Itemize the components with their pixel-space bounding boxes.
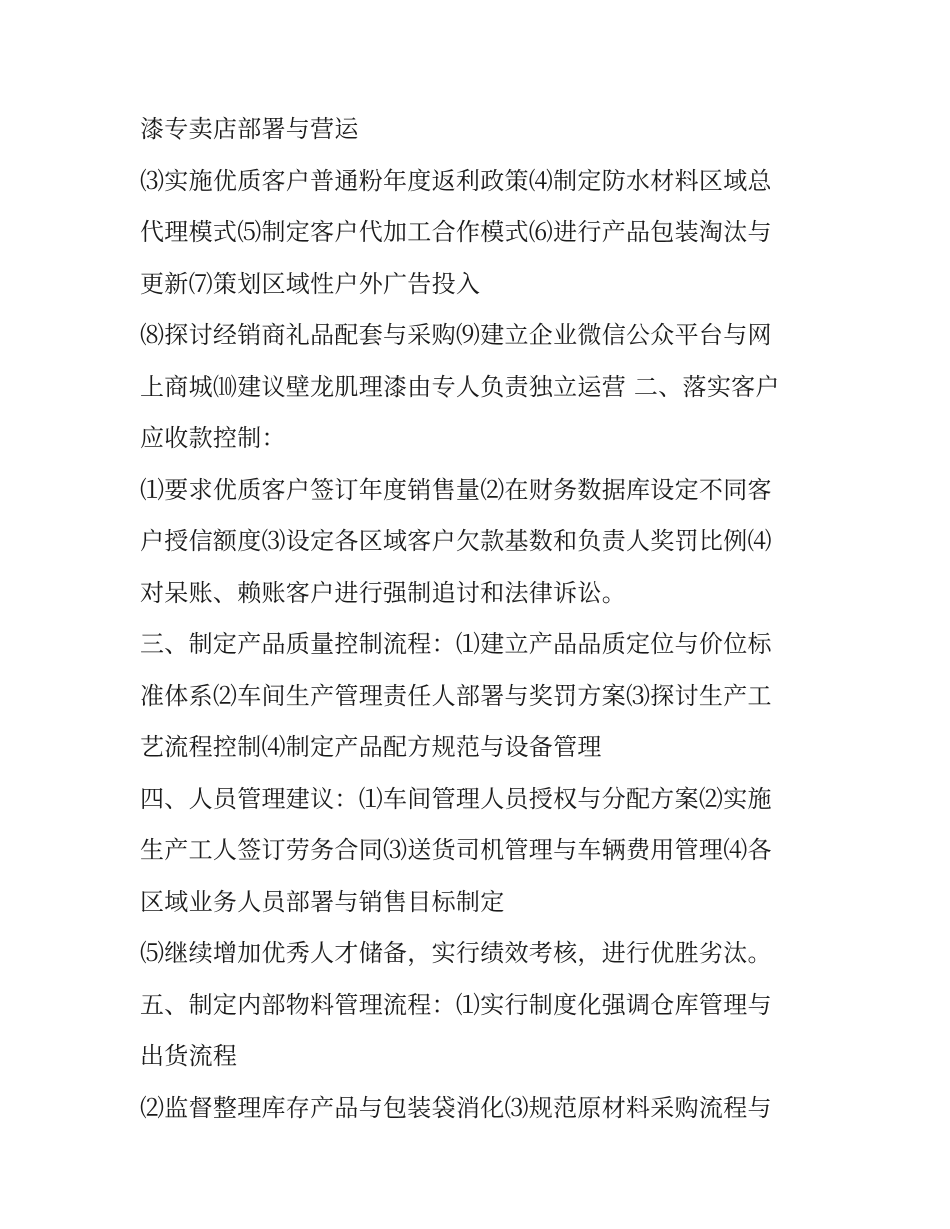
text-line: 准体系⑵车间生产管理责任人部署与奖罚方案⑶探讨生产工 [140, 681, 772, 710]
text-line: ⑸继续增加优秀人才储备，实行绩效考核，进行优胜劣汰。 [140, 939, 772, 967]
text-line: ⑻探讨经销商礼品配套与采购⑼建立企业微信公众平台与网 [140, 321, 772, 349]
text-line: 三、制定产品质量控制流程：⑴建立产品品质定位与价位标 [140, 630, 772, 658]
text-line: 应收款控制： [140, 424, 286, 452]
text-line: 户授信额度⑶设定各区域客户欠款基数和负责人奖罚比例⑷ [140, 527, 772, 555]
text-line: 上商城⑽建议壁龙肌理漆由专人负责独立运营 二、落实客户 [140, 372, 780, 401]
text-line: 更新⑺策划区域性户外广告投入 [140, 269, 481, 298]
text-line: 艺流程控制⑷制定产品配方规范与设备管理 [140, 733, 602, 761]
text-line: 五、制定内部物料管理流程：⑴实行制度化强调仓库管理与 [140, 990, 772, 1019]
text-line: 代理模式⑸制定客户代加工合作模式⑹进行产品包装淘汰与 [140, 218, 772, 246]
text-line: ⑵监督整理库存产品与包装袋消化⑶规范原材料采购流程与 [140, 1093, 772, 1122]
text-line: 出货流程 [140, 1042, 238, 1070]
text-line: ⑴要求优质客户签订年度销售量⑵在财务数据库设定不同客 [140, 475, 772, 504]
text-line: 对呆账、赖账客户进行强制追讨和法律诉讼。 [140, 578, 626, 607]
text-line: 生产工人签订劳务合同⑶送货司机管理与车辆费用管理⑷各 [140, 836, 772, 864]
text-line: 四、人员管理建议：⑴车间管理人员授权与分配方案⑵实施 [140, 784, 772, 813]
body-text [140, 104, 820, 1134]
text-line: 漆专卖店部署与营运 [140, 115, 359, 143]
text-line: ⑶实施优质客户普通粉年度返利政策⑷制定防水材料区域总 [140, 166, 772, 195]
text-line: 区域业务人员部署与销售目标制定 [140, 887, 505, 916]
